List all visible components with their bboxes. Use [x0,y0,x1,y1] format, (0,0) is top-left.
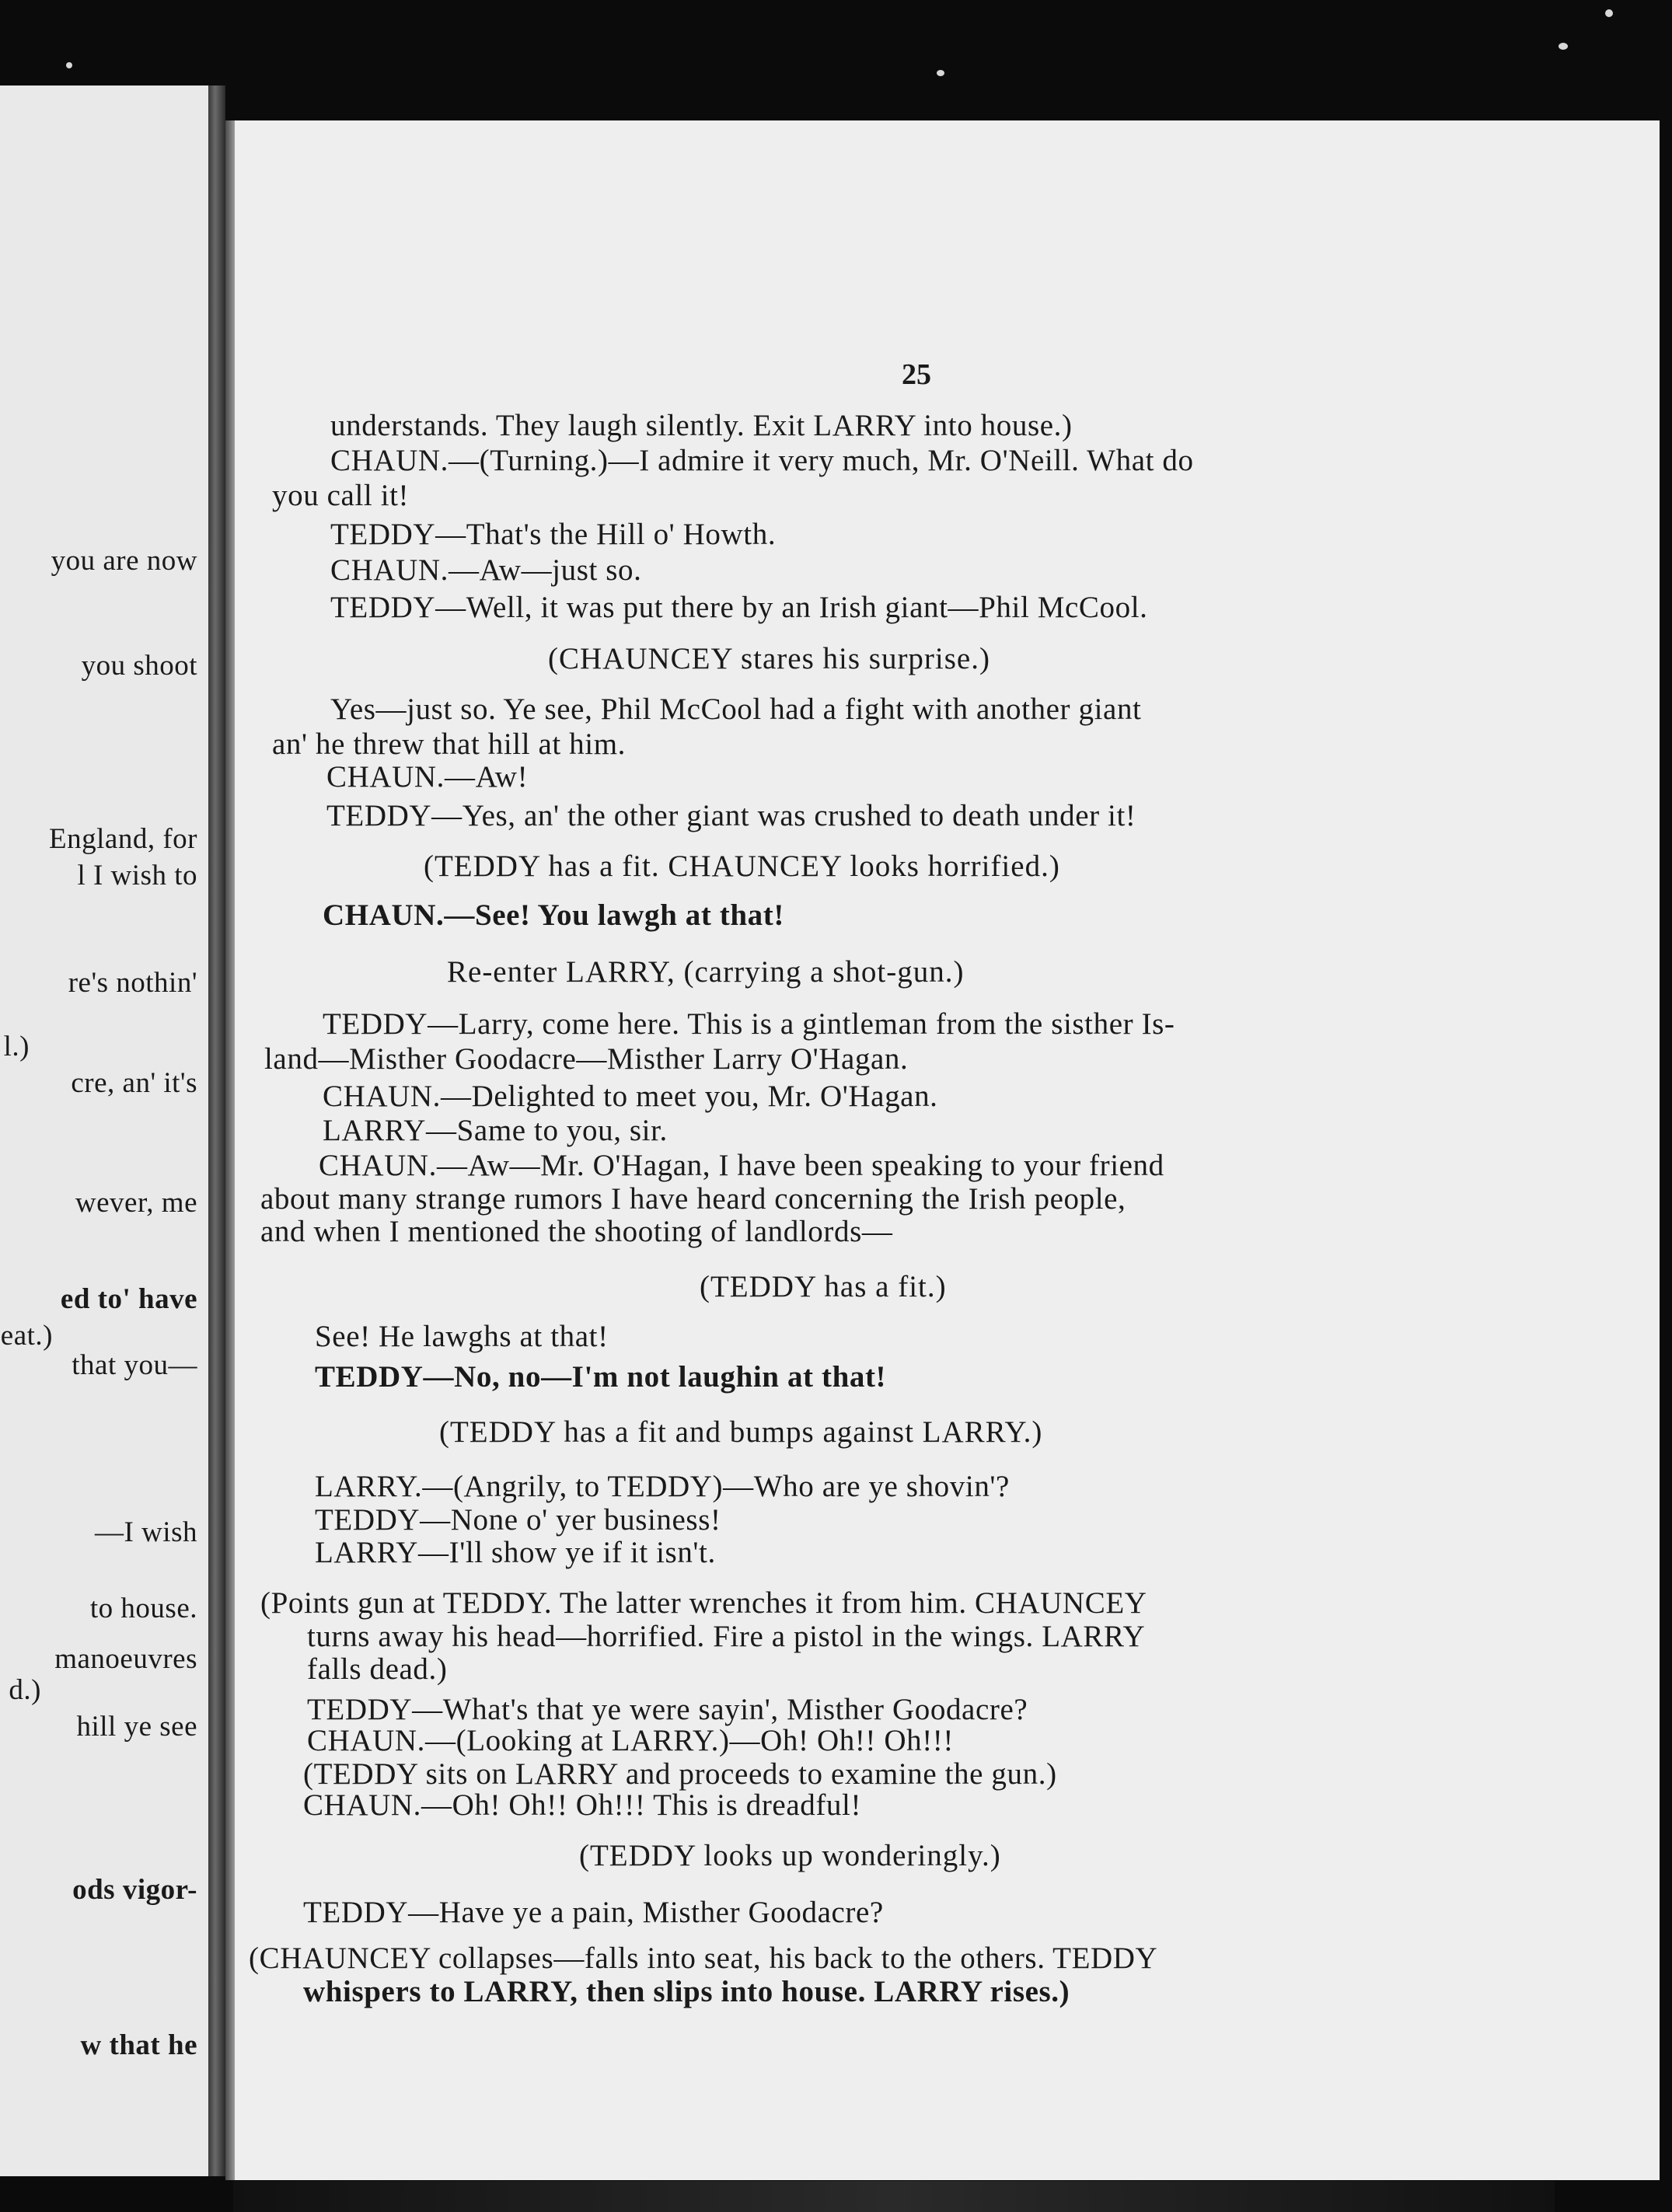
text-line: understands. They laugh silently. Exit LARRY into house.) [330,409,1073,442]
text-line: CHAUN.—Delighted to meet you, Mr. O'Hagan. [323,1080,938,1113]
text-line: turns away his head—horrified. Fire a pistol in the wings. LARRY [307,1620,1146,1653]
scan-speck [1559,43,1568,50]
page-25 [225,120,1660,2180]
left-fragment: l.) [3,1031,30,1062]
text-line: TEDDY—What's that ye were sayin', Misther Goodacre? [307,1693,1028,1726]
text-line: Yes—just so. Ye see, Phil McCool had a fight with another giant [330,693,1142,726]
left-fragment: l I wish to [77,860,197,891]
text-line: TEDDY—None o' yer business! [315,1503,721,1537]
page-number: 25 [902,358,931,391]
text-line: TEDDY—Yes, an' the other giant was crushed to death under it! [326,799,1136,832]
text-line: LARRY—I'll show ye if it isn't. [315,1536,716,1569]
text-line: CHAUN.—See! You lawgh at that! [323,898,784,932]
left-fragment: cre, an' it's [71,1067,197,1099]
text-line: CHAUN.—Oh! Oh!! Oh!!! This is dreadful! [303,1788,862,1822]
text-line: CHAUN.—(Turning.)—I admire it very much, Mr. O'Neill. What do [330,444,1194,477]
text-line: LARRY—Same to you, sir. [323,1114,668,1147]
left-fragment: —I wish [95,1516,197,1548]
text-line: TEDDY—Have ye a pain, Misther Goodacre? [303,1896,884,1929]
text-line: CHAUN.—(Looking at LARRY.)—Oh! Oh!! Oh!!! [307,1724,954,1757]
stage-direction: (TEDDY has a fit and bumps against LARRY.) [439,1415,1043,1449]
text-line: land—Misther Goodacre—Misther Larry O'Hagan. [264,1042,909,1076]
stage-direction: (TEDDY has a fit.) [700,1270,947,1303]
book-gutter [208,85,225,2176]
left-fragment: manoeuvres [54,1643,197,1675]
stage-direction: (TEDDY has a fit. CHAUNCEY looks horrified.) [424,850,1060,883]
text-line: TEDDY—That's the Hill o' Howth. [330,518,777,551]
text-line: an' he threw that hill at him. [272,727,626,761]
text-line: you call it! [272,479,410,512]
text-line: (CHAUNCEY collapses—falls into seat, his back to the others. TEDDY [249,1942,1158,1975]
text-line: TEDDY—No, no—I'm not laughin at that! [315,1360,887,1394]
scan-speck [66,62,72,68]
text-line: about many strange rumors I have heard concerning the Irish people, [260,1182,1126,1216]
left-fragment: hill ye see [76,1711,197,1743]
scan-speck [937,70,944,76]
text-line: LARRY.—(Angrily, to TEDDY)—Who are ye shovin'? [315,1470,1010,1503]
text-line: TEDDY—Well, it was put there by an Irish giant—Phil McCool. [330,591,1148,624]
text-line: CHAUN.—Aw—Mr. O'Hagan, I have been speaking to your friend [319,1149,1164,1182]
text-line: See! He lawghs at that! [315,1320,609,1353]
text-line: (Points gun at TEDDY. The latter wrenches it from him. CHAUNCEY [260,1586,1147,1620]
text-line: whispers to LARRY, then slips into house. LARRY rises.) [303,1975,1070,2008]
left-fragment: ed to' have [60,1283,197,1315]
stage-direction: (CHAUNCEY stares his surprise.) [548,642,990,675]
left-fragment: you are now [51,545,197,577]
text-line: falls dead.) [307,1652,448,1686]
text-line: (TEDDY sits on LARRY and proceeds to examine the gun.) [303,1757,1057,1791]
left-fragment: that you— [72,1349,197,1381]
stage-direction: (TEDDY looks up wonderingly.) [579,1839,1001,1872]
text-line: CHAUN.—Aw! [326,760,529,794]
stage-direction: Re-enter LARRY, (carrying a shot-gun.) [447,955,965,989]
text-line: TEDDY—Larry, come here. This is a gintleman from the sisther Is- [323,1007,1175,1041]
scan-bottom-edge [233,2181,1555,2212]
left-fragment: re's nothin' [68,967,197,999]
left-fragment: eat.) [0,1320,53,1352]
text-line: CHAUN.—Aw—just so. [330,553,642,587]
left-fragment: d.) [9,1674,41,1706]
left-fragment: to house. [89,1593,197,1624]
left-fragment: England, for [49,823,197,855]
left-fragment: w that he [80,2029,197,2061]
left-fragment: ods vigor- [72,1874,197,1906]
text-line: and when I mentioned the shooting of landlords— [260,1215,893,1248]
page-edge [225,120,235,2180]
previous-page-fragment [0,85,208,2176]
left-fragment: wever, me [75,1187,197,1219]
left-fragment: you shoot [81,650,197,682]
scan-speck [1605,9,1613,17]
